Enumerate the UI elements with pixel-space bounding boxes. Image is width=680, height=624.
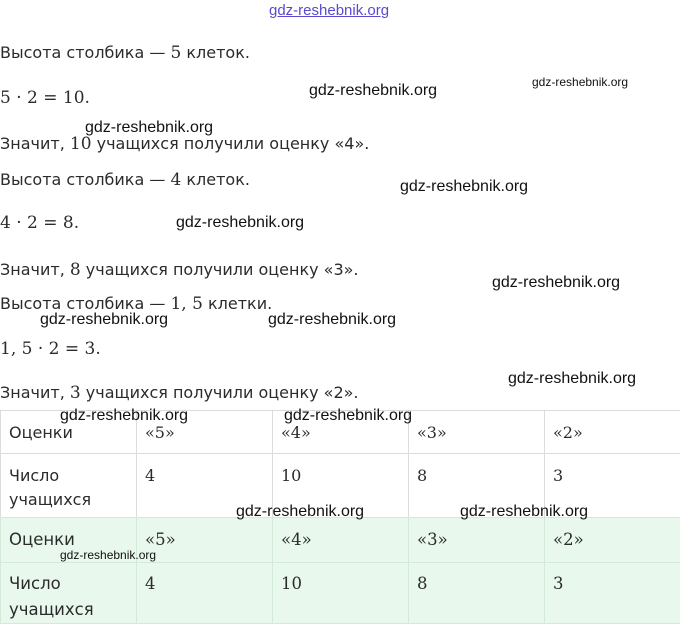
table-header-cell: Число учащихся [1, 454, 137, 520]
text-line-conclusion-4: Значит, 10 учащихся получили оценку «4». [0, 134, 369, 154]
watermark: gdz-reshebnik.org [284, 407, 412, 425]
watermark: gdz-reshebnik.org [40, 311, 168, 329]
formula-4x2: 4 · 2 = 8. [0, 213, 79, 233]
watermark: gdz-reshebnik.org [60, 407, 188, 425]
grade-cell: «3» [409, 518, 545, 563]
watermark: gdz-reshebnik.org [400, 178, 528, 196]
table-header-cell: Оценки [1, 518, 137, 563]
watermark: gdz-reshebnik.org [85, 119, 213, 137]
watermark: gdz-reshebnik.org [460, 503, 588, 521]
grade-cell: «5» [137, 518, 273, 563]
grade-cell: «2» [545, 411, 680, 454]
table-row [1, 563, 680, 624]
formula-1-5x2: 1, 5 · 2 = 3. [0, 339, 101, 359]
watermark: gdz-reshebnik.org [492, 274, 620, 292]
grade-cell: «5» [137, 411, 273, 454]
watermark: gdz-reshebnik.org [236, 503, 364, 521]
grade-cell: «2» [545, 518, 680, 563]
grade-cell: «4» [273, 518, 409, 563]
grades-table-highlighted [0, 517, 680, 624]
text-line-height-4: Высота столбика — 4 клеток. [0, 170, 250, 190]
watermark: gdz-reshebnik.org [268, 311, 396, 329]
watermark: gdz-reshebnik.org [60, 548, 156, 562]
text-line-height-5: Высота столбика — 5 клеток. [0, 43, 250, 63]
count-cell: 8 [409, 563, 545, 624]
text-line-conclusion-2: Значит, 3 учащихся получили оценку «2». [0, 383, 359, 403]
count-cell: 10 [273, 563, 409, 624]
watermark: gdz-reshebnik.org [176, 214, 304, 232]
text-line-height-1-5: Высота столбика — 1, 5 клетки. [0, 294, 272, 314]
count-cell: 3 [545, 454, 680, 520]
watermark-top[interactable]: gdz-reshebnik.org [269, 2, 389, 19]
count-cell: 3 [545, 563, 680, 624]
count-cell: 4 [137, 563, 273, 624]
watermark: gdz-reshebnik.org [309, 82, 437, 100]
text-line-conclusion-3: Значит, 8 учащихся получили оценку «3». [0, 260, 359, 280]
grade-cell: «3» [409, 411, 545, 454]
grade-cell: «4» [273, 411, 409, 454]
count-cell: 10 [273, 454, 409, 520]
count-cell: 4 [137, 454, 273, 520]
table-header-cell: Оценки [1, 411, 137, 454]
formula-5x2: 5 · 2 = 10. [0, 88, 90, 108]
watermark: gdz-reshebnik.org [508, 370, 636, 388]
count-cell: 8 [409, 454, 545, 520]
table-header-cell: Число учащихся [1, 563, 137, 624]
watermark: gdz-reshebnik.org [532, 75, 628, 89]
